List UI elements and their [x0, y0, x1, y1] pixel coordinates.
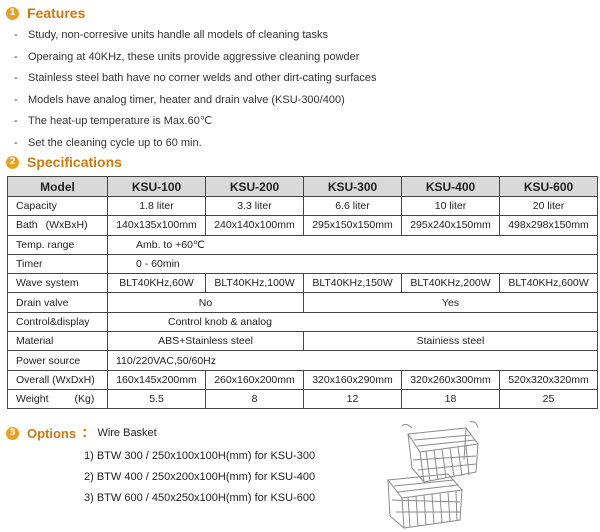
options-heading — [6, 424, 157, 442]
table-cell: 295x240x150mm — [402, 216, 500, 235]
table-row — [8, 351, 598, 370]
options-list — [84, 446, 315, 509]
table-cell: Stainiess steel — [304, 332, 598, 351]
row-label: Wave system — [8, 274, 108, 293]
table-cell: Control knob & analog — [108, 312, 598, 331]
row-label: Bath (WxBxH) — [8, 216, 108, 235]
table-header-cell: KSU-200 — [206, 177, 304, 197]
table-cell: 295x150x150mm — [304, 216, 402, 235]
table-row — [8, 389, 598, 408]
table-header-cell: KSU-600 — [500, 177, 598, 197]
table-cell: 260x160x200mm — [206, 370, 304, 389]
table-cell: No — [108, 293, 304, 312]
row-label: Temp. range — [8, 235, 108, 254]
table-cell: 6.6 liter — [304, 197, 402, 216]
table-cell: 18 — [402, 389, 500, 408]
options-colon: : — [82, 424, 88, 441]
list-item: - Set the cleaning cycle up to 60 min. — [14, 136, 202, 149]
table-row — [8, 312, 598, 331]
list-item: - Stainless steel bath have no corner welds and other dirt-cating surfaces — [14, 72, 377, 84]
section-number-badge: 1 — [6, 7, 19, 20]
list-item: - Operaing at 40KHz, these units provide aggressive cleaning powder — [14, 50, 360, 63]
specifications-heading — [6, 154, 122, 170]
table-cell: 320x160x290mm — [304, 370, 402, 389]
table-cell: BLT40KHz,200W — [402, 274, 500, 293]
table-cell: 160x145x200mm — [108, 370, 206, 389]
table-cell: BLT40KHz,600W — [500, 274, 598, 293]
features-title: Features — [27, 5, 86, 21]
table-header-cell: Model — [8, 177, 108, 197]
row-label: Material — [8, 332, 108, 351]
section-number-badge: 3 — [6, 427, 19, 440]
table-row — [8, 216, 598, 235]
table-row — [8, 254, 598, 273]
table-row — [8, 235, 598, 254]
table-cell: BLT40KHz,100W — [206, 274, 304, 293]
table-row — [8, 370, 598, 389]
table-cell: Yes — [304, 293, 598, 312]
features-list — [14, 25, 377, 154]
row-label: Timer — [8, 254, 108, 273]
table-row — [8, 332, 598, 351]
list-item: 3) BTW 600 / 450x250x100H(mm) for KSU-600 — [84, 492, 316, 504]
table-cell: 110/220VAC,50/60Hz — [108, 351, 598, 370]
table-cell: 8 — [206, 389, 304, 408]
features-heading — [6, 5, 85, 21]
options-subtitle: Wire Basket — [97, 427, 157, 439]
table-cell: 240x140x100mm — [206, 216, 304, 235]
specifications-table — [7, 176, 598, 409]
table-cell: 0 - 60min — [108, 254, 598, 273]
table-cell: 20 liter — [500, 197, 598, 216]
table-cell: Amb. to +60℃ — [108, 235, 598, 254]
row-label: Power source — [8, 351, 108, 370]
specifications-title: Specifications — [27, 154, 122, 170]
table-row — [8, 293, 598, 312]
table-header-row — [8, 177, 598, 197]
table-header-cell: KSU-400 — [402, 177, 500, 197]
table-cell: 25 — [500, 389, 598, 408]
table-cell: ABS+Stainless steel — [108, 332, 304, 351]
table-cell: 520x320x320mm — [500, 370, 598, 389]
list-item: - Study, non-corresive units handle all models of cleaning tasks — [14, 29, 329, 41]
table-cell: 320x260x300mm — [402, 370, 500, 389]
list-item: - Models have analog timer, heater and drain valve (KSU-300/400) — [14, 93, 345, 106]
row-label: Overall (WxDxH) — [8, 370, 108, 389]
row-label: Drain valve — [8, 293, 108, 312]
table-cell: 3.3 liter — [206, 197, 304, 216]
table-cell: 140x135x100mm — [108, 216, 206, 235]
options-title: Options — [27, 425, 77, 441]
table-row — [8, 274, 598, 293]
row-label: Weight (Kg) — [8, 389, 108, 408]
table-cell: BLT40KHz,60W — [108, 274, 206, 293]
list-item: - The heat-up temperature is Max.60℃ — [14, 115, 213, 127]
section-number-badge: 2 — [6, 156, 19, 169]
row-label: Control&display — [8, 312, 108, 331]
table-cell: 1.8 liter — [108, 197, 206, 216]
table-cell: 498x298x150mm — [500, 216, 598, 235]
table-cell: BLT40KHz,150W — [304, 274, 402, 293]
list-item: 2) BTW 400 / 250x200x100H(mm) for KSU-400 — [84, 471, 316, 483]
table-cell: 5.5 — [108, 389, 206, 408]
row-label: Capacity — [8, 197, 108, 216]
table-cell: 10 liter — [402, 197, 500, 216]
table-header-cell: KSU-100 — [108, 177, 206, 197]
table-row — [8, 197, 598, 216]
wire-basket-image — [378, 420, 490, 530]
list-item: 1) BTW 300 / 250x100x100H(mm) for KSU-300 — [84, 450, 316, 462]
table-header-cell: KSU-300 — [304, 177, 402, 197]
table-cell: 12 — [304, 389, 402, 408]
